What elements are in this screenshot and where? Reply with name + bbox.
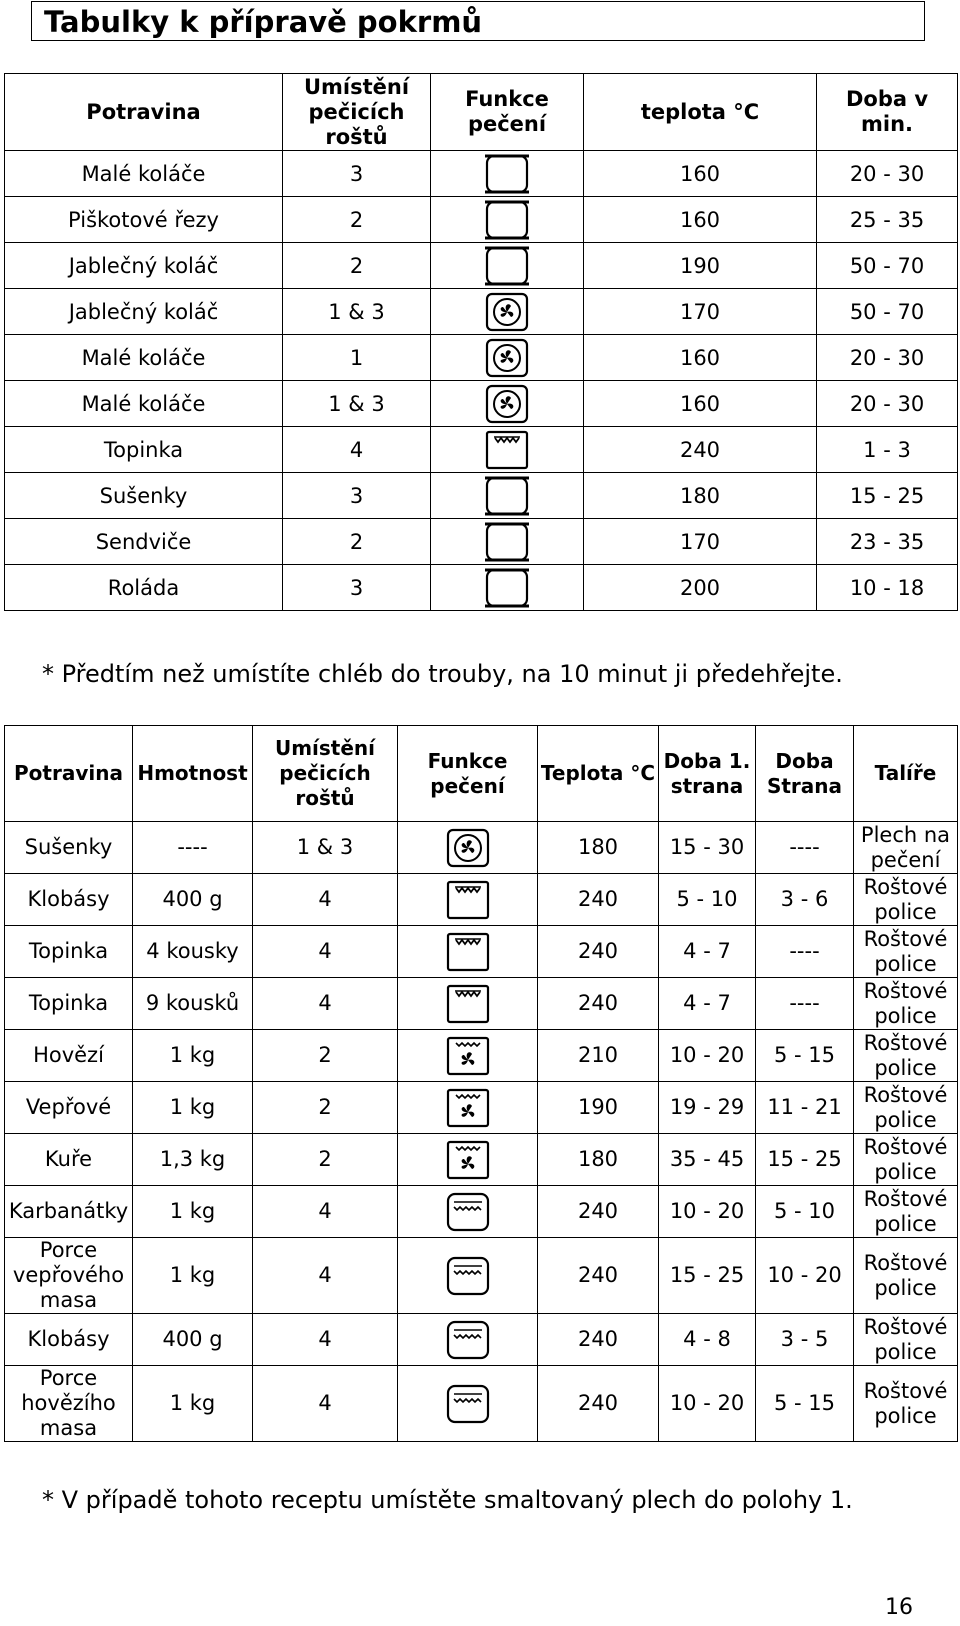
rack-cell: 2 <box>253 1082 398 1134</box>
plate-cell: Roštové police <box>854 1082 958 1134</box>
table-row <box>5 197 958 243</box>
function-cell <box>398 1186 538 1238</box>
food-cell: Malé koláče <box>5 381 283 427</box>
function-cell <box>398 1134 538 1186</box>
header-rack: Umístění pečicích roštů <box>283 74 431 151</box>
plate-cell: Roštové police <box>854 1238 958 1314</box>
food-cell: Topinka <box>5 427 283 473</box>
food-cell: Malé koláče <box>5 151 283 197</box>
weight-cell: 400 g <box>133 874 253 926</box>
hot-air-fan-icon <box>445 827 491 869</box>
header-time-second-side: Doba Strana <box>756 726 854 822</box>
food-cell: Jablečný koláč <box>5 243 283 289</box>
baking-table <box>4 73 958 611</box>
temperature-cell: 240 <box>584 427 817 473</box>
table-row <box>5 1314 958 1366</box>
top-bottom-heat-icon <box>484 567 530 609</box>
function-cell <box>398 874 538 926</box>
rack-cell: 2 <box>283 197 431 243</box>
temperature-cell: 240 <box>538 926 659 978</box>
weight-cell: 1 kg <box>133 1238 253 1314</box>
time-second-side-cell: 15 - 25 <box>756 1134 854 1186</box>
table-row <box>5 335 958 381</box>
time-second-side-cell: 5 - 10 <box>756 1186 854 1238</box>
time-second-side-cell: 5 - 15 <box>756 1030 854 1082</box>
time-first-side-cell: 15 - 30 <box>659 822 756 874</box>
food-cell: Klobásy <box>5 874 133 926</box>
temperature-cell: 240 <box>538 978 659 1030</box>
food-cell: Sušenky <box>5 822 133 874</box>
food-cell: Malé koláče <box>5 335 283 381</box>
hot-air-fan-icon <box>484 337 530 379</box>
weight-cell: 1 kg <box>133 1082 253 1134</box>
time-first-side-cell: 10 - 20 <box>659 1030 756 1082</box>
page-title: Tabulky k přípravě pokrmů <box>44 5 483 39</box>
header-food: Potravina <box>5 74 283 151</box>
time-cell: 20 - 30 <box>817 381 958 427</box>
header-rack: Umístění pečicích roštů <box>253 726 398 822</box>
function-cell <box>431 565 584 611</box>
time-second-side-cell: 5 - 15 <box>756 1366 854 1442</box>
time-second-side-cell: 3 - 6 <box>756 874 854 926</box>
food-cell: Porce hovězího masa <box>5 1366 133 1442</box>
rack-cell: 2 <box>253 1134 398 1186</box>
temperature-cell: 160 <box>584 197 817 243</box>
temperature-cell: 200 <box>584 565 817 611</box>
plate-cell: Roštové police <box>854 874 958 926</box>
temperature-cell: 190 <box>538 1082 659 1134</box>
time-cell: 50 - 70 <box>817 289 958 335</box>
grill-icon <box>445 931 491 973</box>
time-cell: 20 - 30 <box>817 151 958 197</box>
header-plate: Talíře <box>854 726 958 822</box>
rack-cell: 4 <box>253 1366 398 1442</box>
temperature-cell: 160 <box>584 381 817 427</box>
weight-cell: 1,3 kg <box>133 1134 253 1186</box>
temperature-cell: 180 <box>538 1134 659 1186</box>
food-cell: Klobásy <box>5 1314 133 1366</box>
food-cell: Jablečný koláč <box>5 289 283 335</box>
time-cell: 25 - 35 <box>817 197 958 243</box>
rack-cell: 2 <box>283 519 431 565</box>
table-row <box>5 243 958 289</box>
function-cell <box>431 335 584 381</box>
time-second-side-cell: ---- <box>756 822 854 874</box>
time-cell: 10 - 18 <box>817 565 958 611</box>
food-cell: Porce vepřového masa <box>5 1238 133 1314</box>
food-cell: Vepřové <box>5 1082 133 1134</box>
temperature-cell: 180 <box>538 822 659 874</box>
enamel-tray-note: * V případě tohoto receptu umístěte smaltovaný plech do polohy 1. <box>42 1486 853 1514</box>
function-cell <box>431 519 584 565</box>
header-time-first-side: Doba 1. strana <box>659 726 756 822</box>
plate-cell: Plech na pečení <box>854 822 958 874</box>
table-row <box>5 874 958 926</box>
rack-cell: 4 <box>253 1314 398 1366</box>
plate-cell: Roštové police <box>854 978 958 1030</box>
function-cell <box>431 151 584 197</box>
temperature-cell: 170 <box>584 519 817 565</box>
table-row <box>5 1238 958 1314</box>
baking-table-header-row <box>5 74 958 151</box>
double-grill-icon <box>445 1383 491 1425</box>
temperature-cell: 240 <box>538 1314 659 1366</box>
food-cell: Sendviče <box>5 519 283 565</box>
weight-cell: ---- <box>133 822 253 874</box>
grill-table <box>4 725 958 1442</box>
preheat-note: * Předtím než umístíte chléb do trouby, na 10 minut ji předehřejte. <box>42 660 843 688</box>
weight-cell: 9 kousků <box>133 978 253 1030</box>
grill-table-header-row <box>5 726 958 822</box>
rack-cell: 3 <box>283 151 431 197</box>
time-first-side-cell: 4 - 7 <box>659 978 756 1030</box>
temperature-cell: 240 <box>538 1366 659 1442</box>
function-cell <box>398 822 538 874</box>
time-first-side-cell: 10 - 20 <box>659 1186 756 1238</box>
function-cell <box>431 427 584 473</box>
function-cell <box>398 1030 538 1082</box>
plate-cell: Roštové police <box>854 1186 958 1238</box>
food-cell: Piškotové řezy <box>5 197 283 243</box>
double-grill-icon <box>445 1319 491 1361</box>
time-cell: 50 - 70 <box>817 243 958 289</box>
time-first-side-cell: 10 - 20 <box>659 1366 756 1442</box>
time-first-side-cell: 5 - 10 <box>659 874 756 926</box>
function-cell <box>431 197 584 243</box>
plate-cell: Roštové police <box>854 926 958 978</box>
grill-fan-icon <box>445 1139 491 1181</box>
rack-cell: 3 <box>283 473 431 519</box>
header-weight: Hmotnost <box>133 726 253 822</box>
function-cell <box>398 978 538 1030</box>
rack-cell: 4 <box>283 427 431 473</box>
time-cell: 20 - 30 <box>817 335 958 381</box>
header-function: Funkce pečení <box>398 726 538 822</box>
hot-air-fan-icon <box>484 383 530 425</box>
table-row <box>5 151 958 197</box>
food-cell: Topinka <box>5 978 133 1030</box>
function-cell <box>431 381 584 427</box>
food-cell: Topinka <box>5 926 133 978</box>
rack-cell: 1 & 3 <box>283 381 431 427</box>
time-first-side-cell: 15 - 25 <box>659 1238 756 1314</box>
table-row <box>5 1134 958 1186</box>
table-row <box>5 381 958 427</box>
header-food: Potravina <box>5 726 133 822</box>
grill-icon <box>445 879 491 921</box>
temperature-cell: 240 <box>538 874 659 926</box>
table-row <box>5 926 958 978</box>
table-row <box>5 289 958 335</box>
time-second-side-cell: 3 - 5 <box>756 1314 854 1366</box>
header-function: Funkce pečení <box>431 74 584 151</box>
function-cell <box>398 1314 538 1366</box>
plate-cell: Roštové police <box>854 1366 958 1442</box>
rack-cell: 4 <box>253 978 398 1030</box>
time-cell: 1 - 3 <box>817 427 958 473</box>
table-row <box>5 822 958 874</box>
temperature-cell: 210 <box>538 1030 659 1082</box>
rack-cell: 1 & 3 <box>253 822 398 874</box>
rack-cell: 4 <box>253 926 398 978</box>
temperature-cell: 160 <box>584 151 817 197</box>
top-bottom-heat-icon <box>484 521 530 563</box>
time-first-side-cell: 35 - 45 <box>659 1134 756 1186</box>
time-cell: 23 - 35 <box>817 519 958 565</box>
time-second-side-cell: 10 - 20 <box>756 1238 854 1314</box>
top-bottom-heat-icon <box>484 153 530 195</box>
header-temperature: teplota °C <box>584 74 817 151</box>
food-cell: Kuře <box>5 1134 133 1186</box>
temperature-cell: 170 <box>584 289 817 335</box>
function-cell <box>398 1082 538 1134</box>
function-cell <box>398 1238 538 1314</box>
rack-cell: 1 & 3 <box>283 289 431 335</box>
function-cell <box>431 243 584 289</box>
top-bottom-heat-icon <box>484 245 530 287</box>
rack-cell: 4 <box>253 874 398 926</box>
grill-icon <box>445 983 491 1025</box>
food-cell: Roláda <box>5 565 283 611</box>
time-cell: 15 - 25 <box>817 473 958 519</box>
function-cell <box>398 1366 538 1442</box>
table-row <box>5 1366 958 1442</box>
rack-cell: 3 <box>283 565 431 611</box>
food-cell: Karbanátky <box>5 1186 133 1238</box>
time-first-side-cell: 4 - 8 <box>659 1314 756 1366</box>
hot-air-fan-icon <box>484 291 530 333</box>
table-row <box>5 427 958 473</box>
weight-cell: 1 kg <box>133 1030 253 1082</box>
plate-cell: Roštové police <box>854 1134 958 1186</box>
page-number: 16 <box>885 1595 913 1620</box>
table-row <box>5 565 958 611</box>
temperature-cell: 160 <box>584 335 817 381</box>
temperature-cell: 180 <box>584 473 817 519</box>
time-second-side-cell: ---- <box>756 926 854 978</box>
plate-cell: Roštové police <box>854 1030 958 1082</box>
double-grill-icon <box>445 1191 491 1233</box>
table-row <box>5 978 958 1030</box>
table-row <box>5 519 958 565</box>
top-bottom-heat-icon <box>484 199 530 241</box>
time-first-side-cell: 19 - 29 <box>659 1082 756 1134</box>
grill-fan-icon <box>445 1087 491 1129</box>
function-cell <box>431 289 584 335</box>
rack-cell: 2 <box>253 1030 398 1082</box>
time-second-side-cell: ---- <box>756 978 854 1030</box>
weight-cell: 1 kg <box>133 1366 253 1442</box>
temperature-cell: 240 <box>538 1238 659 1314</box>
top-bottom-heat-icon <box>484 475 530 517</box>
plate-cell: Roštové police <box>854 1314 958 1366</box>
table-row <box>5 1030 958 1082</box>
header-temperature: Teplota °C <box>538 726 659 822</box>
weight-cell: 1 kg <box>133 1186 253 1238</box>
grill-fan-icon <box>445 1035 491 1077</box>
function-cell <box>431 473 584 519</box>
table-row <box>5 473 958 519</box>
rack-cell: 2 <box>283 243 431 289</box>
time-first-side-cell: 4 - 7 <box>659 926 756 978</box>
double-grill-icon <box>445 1255 491 1297</box>
weight-cell: 400 g <box>133 1314 253 1366</box>
time-second-side-cell: 11 - 21 <box>756 1082 854 1134</box>
grill-icon <box>484 429 530 471</box>
food-cell: Hovězí <box>5 1030 133 1082</box>
rack-cell: 1 <box>283 335 431 381</box>
page-title-box <box>31 1 925 41</box>
temperature-cell: 240 <box>538 1186 659 1238</box>
rack-cell: 4 <box>253 1238 398 1314</box>
table-row <box>5 1186 958 1238</box>
food-cell: Sušenky <box>5 473 283 519</box>
weight-cell: 4 kousky <box>133 926 253 978</box>
function-cell <box>398 926 538 978</box>
table-row <box>5 1082 958 1134</box>
temperature-cell: 190 <box>584 243 817 289</box>
rack-cell: 4 <box>253 1186 398 1238</box>
header-time: Doba v min. <box>817 74 958 151</box>
